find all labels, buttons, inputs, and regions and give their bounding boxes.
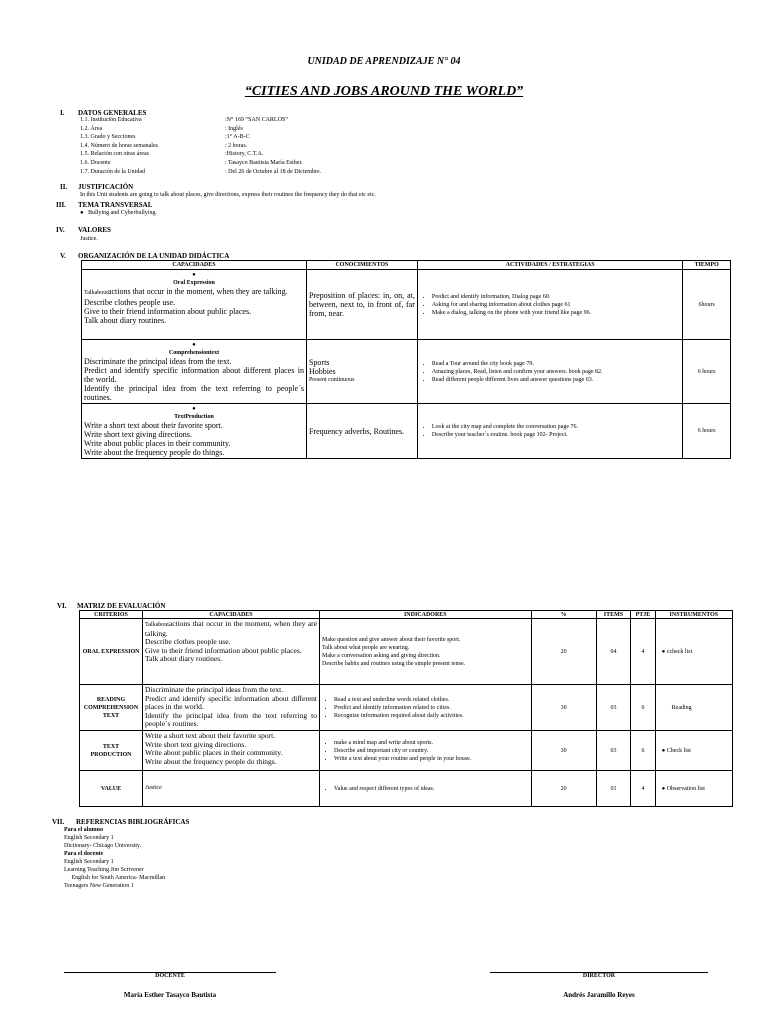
reference-item: English Secondary 1 bbox=[64, 835, 114, 841]
conocimientos-cell bbox=[306, 270, 417, 340]
bullet-icon: ● bbox=[80, 210, 84, 216]
general-row bbox=[80, 143, 480, 151]
capacity-line: Talk about diary routines. bbox=[84, 316, 167, 325]
instrumentos-cell bbox=[655, 731, 732, 771]
ptje-cell: 4 bbox=[631, 771, 655, 807]
header-criterios: CRITERIOS bbox=[80, 611, 143, 619]
transversal-text: Bullying and Cyberbullying. bbox=[88, 210, 157, 216]
justification-text: In this Unit students are going to talk about places, give directions, express their routines the frequency they do that etc etc. bbox=[80, 192, 376, 198]
general-value: : Del 26 de Octubre al 18 de Diciembre. bbox=[225, 168, 322, 175]
instrument-text: Check list bbox=[666, 747, 691, 754]
general-value: : 2 horas. bbox=[225, 142, 248, 149]
tiempo-cell: 6hours bbox=[683, 270, 731, 340]
criterio-cell: READING COMPREHENSION TEXT bbox=[80, 685, 143, 731]
capacity-line: Write about public places in their community. bbox=[145, 748, 283, 757]
general-value: :History, C.T.A. bbox=[225, 151, 264, 158]
section-number: I. bbox=[60, 109, 65, 117]
capacity-heading-text: TextProduction bbox=[174, 414, 214, 420]
general-key: 1.5. Relación con otras áreas bbox=[80, 151, 149, 158]
general-row bbox=[80, 169, 480, 177]
capacity-lead: Talkabout bbox=[145, 622, 169, 628]
ptje-cell: 6 bbox=[631, 731, 655, 771]
capacity-heading bbox=[84, 271, 304, 287]
capacity-lead: Talkabout bbox=[84, 290, 108, 296]
items-cell: 04 bbox=[596, 619, 631, 685]
instrument-text: Observation list bbox=[666, 785, 705, 792]
header-tiempo: TIEMPO bbox=[683, 261, 731, 270]
percent-cell: 30 bbox=[531, 685, 596, 731]
capacity-line bbox=[145, 620, 317, 638]
capacity-line: Write a short text about their favorite sport. bbox=[145, 731, 276, 740]
capacity-heading bbox=[84, 341, 304, 357]
indicadores-cell bbox=[320, 685, 532, 731]
activity-item: • Asking for and sharing information about clothes page 61 bbox=[432, 301, 680, 309]
tiempo-cell: 6 hours bbox=[683, 404, 731, 459]
general-row bbox=[80, 151, 480, 159]
activity-item: • Make a dialog, talking on the phone with your friend like page 96. bbox=[432, 309, 680, 317]
activities-list bbox=[420, 360, 680, 384]
tiempo-cell: 6 hours bbox=[683, 340, 731, 404]
values-text: Justice. bbox=[80, 236, 98, 242]
indicator-line: Talk about what people are wearing. bbox=[322, 644, 410, 651]
capacity-line bbox=[84, 287, 304, 298]
capacity-line: Write short text giving directions. bbox=[84, 430, 192, 439]
section-number: II. bbox=[60, 183, 68, 191]
capacity-line: Discriminate the principal ideas from the text. bbox=[145, 685, 284, 694]
capacidades-cell bbox=[143, 685, 320, 731]
header-items: ITEMS bbox=[596, 611, 631, 619]
activity-item: • Describe your teacher´s routine. book page 102- Project. bbox=[432, 431, 680, 439]
capacity-line: Talk about diary routines. bbox=[145, 654, 223, 663]
ptje-cell: 4 bbox=[631, 619, 655, 685]
instrument-text: ccheck list bbox=[666, 648, 693, 655]
section-number: VI. bbox=[57, 602, 67, 610]
references-docente-list bbox=[64, 858, 165, 890]
knowledge-line: Hobbies bbox=[308, 367, 336, 376]
capacity-line: Write short text giving directions. bbox=[145, 739, 247, 749]
indicadores-cell bbox=[320, 731, 532, 771]
general-key: 1.2. Área bbox=[80, 125, 103, 132]
table-row bbox=[82, 340, 731, 404]
indicators-list bbox=[322, 696, 529, 720]
general-value: :N° 169 “SAN CARLOS” bbox=[225, 117, 288, 123]
indicator-item: • Recognize information required about daily activities. bbox=[334, 712, 529, 720]
bullet-icon: ● bbox=[661, 648, 667, 655]
reference-item: Dictionary- Chicago University. bbox=[64, 843, 142, 849]
capacity-heading-text: Comprehensiontext bbox=[168, 350, 220, 356]
bullet-icon: ● bbox=[661, 747, 667, 754]
actividades-cell bbox=[417, 404, 682, 459]
percent-cell: 20 bbox=[531, 771, 596, 807]
capacity-line: Predict and identify specific information about different places in the world. bbox=[84, 366, 304, 384]
conocimientos-cell bbox=[306, 404, 417, 459]
general-row bbox=[80, 134, 480, 142]
capacity-line: Describe clothes people use. bbox=[145, 637, 231, 646]
signature-name-docente: María Esther Tasayco Bautista bbox=[123, 991, 217, 999]
capacity-line: Discriminate the principal ideas from the text. bbox=[84, 357, 232, 366]
header-capacidades: CAPACIDADES bbox=[82, 261, 307, 270]
section-label: ORGANIZACIÓN DE LA UNIDAD DIDÁCTICA bbox=[78, 252, 230, 260]
capacity-line: Write about the frequency people do things. bbox=[145, 756, 277, 766]
indicadores-cell bbox=[320, 771, 532, 807]
instrumentos-cell bbox=[655, 685, 732, 731]
capacity-line: Identify the principal idea from the text referring to people´s routines. bbox=[84, 384, 304, 402]
unit-title: “CITIES AND JOBS AROUND THE WORLD” bbox=[244, 84, 524, 99]
general-data-list bbox=[80, 117, 480, 179]
capacidades-cell bbox=[143, 619, 320, 685]
header-indicadores: INDICADORES bbox=[320, 611, 532, 619]
capacity-heading bbox=[84, 405, 304, 421]
table-row bbox=[82, 270, 731, 340]
reference-item: Learning Teaching Jim Scrivener bbox=[64, 867, 144, 873]
capacity-line: Predict and identify specific information about different places in the world. bbox=[145, 693, 318, 711]
header-actividades: ACTIVIDADES / ESTRATEGIAS bbox=[417, 261, 682, 270]
reference-item: English Secondary 1 bbox=[64, 859, 114, 865]
items-cell: 03 bbox=[596, 685, 631, 731]
section-label: MATRIZ DE EVALUACIÓN bbox=[77, 602, 166, 610]
general-row bbox=[80, 160, 480, 168]
capacidades-cell bbox=[82, 340, 307, 404]
unit-number-title: UNIDAD DE APRENDIZAJE N° 04 bbox=[307, 56, 461, 67]
table-row bbox=[80, 731, 733, 771]
percent-cell: 30 bbox=[531, 731, 596, 771]
signature-name-director: Andrés Jaramillo Reyes bbox=[563, 991, 635, 999]
capacidades-cell bbox=[143, 731, 320, 771]
capacity-line: Describe clothes people use. bbox=[84, 298, 176, 307]
header-percent: % bbox=[531, 611, 596, 619]
general-key: 1.7. Duración de la Unidad bbox=[80, 168, 145, 175]
capacity-heading-text: Oral Expression bbox=[173, 280, 215, 286]
section-number: III. bbox=[56, 201, 66, 209]
activity-item: • Read different people different lives and answer questions page 63. bbox=[432, 376, 680, 384]
section-label: REFERENCIAS BIBLIOGRÁFICAS bbox=[76, 818, 190, 826]
signature-role-docente: DOCENTE bbox=[155, 973, 185, 979]
section-number: VII. bbox=[52, 818, 65, 826]
section-number: V. bbox=[60, 252, 66, 260]
references-alumno-label: Para el alumno bbox=[64, 827, 103, 833]
bullet-icon: ● bbox=[661, 785, 667, 792]
capacity-line: Write about public places in their community. bbox=[84, 439, 231, 448]
general-value: : Tasayco Bautista María Esther. bbox=[225, 160, 303, 166]
general-row bbox=[80, 126, 480, 134]
indicator-item: • make a mind map and write about sports. bbox=[334, 739, 529, 747]
percent-cell: 20 bbox=[531, 619, 596, 685]
activities-list bbox=[420, 423, 680, 439]
activity-item: • Look at the city map and complete the conversation page 76. bbox=[432, 423, 680, 431]
bullet-icon: ● bbox=[192, 272, 196, 278]
activities-list bbox=[420, 293, 680, 317]
instrumentos-cell bbox=[655, 619, 732, 685]
section-number: IV. bbox=[56, 226, 65, 234]
indicator-line: Make a conversation asking and giving direction. bbox=[322, 652, 441, 659]
activity-item: • Read a Tour around the city book page 79. bbox=[432, 360, 680, 368]
general-key: 1.4. Número de horas semanales bbox=[80, 142, 158, 149]
criterio-cell: TEXT PRODUCTION bbox=[80, 731, 143, 771]
capacity-line-text: actions that occur in the moment, when they are talking. bbox=[145, 619, 318, 638]
references-docente-label: Para el docente bbox=[64, 851, 104, 857]
table-row bbox=[80, 685, 733, 731]
bullet-icon: ● bbox=[192, 342, 196, 348]
knowledge-line: Sports bbox=[308, 358, 330, 367]
knowledge-line: Frequency adverbs, Routines. bbox=[308, 426, 405, 436]
indicator-line: Make question and give answer about their favorite sport. bbox=[322, 636, 461, 643]
header-instrumentos: INSTRUMENTOS bbox=[655, 611, 732, 619]
section-label: JUSTIFICACIÓN bbox=[78, 183, 134, 191]
bullet-icon: ● bbox=[192, 406, 196, 412]
header-ptje: PTJE bbox=[631, 611, 655, 619]
transversal-item bbox=[80, 210, 157, 216]
capacity-line-text: actions that occur in the moment, when they are talking. bbox=[107, 287, 288, 296]
capacity-line: Justice bbox=[145, 785, 162, 792]
header-conocimientos: CONOCIMIENTOS bbox=[306, 261, 417, 270]
table-row bbox=[82, 404, 731, 459]
header-capacidades: CAPACIDADES bbox=[143, 611, 320, 619]
capacity-line: Identify the principal idea from the text referring to people´s routines. bbox=[145, 710, 318, 728]
capacidades-cell bbox=[82, 270, 307, 340]
criterio-cell: ORAL EXPRESSION bbox=[80, 619, 143, 685]
general-row bbox=[80, 117, 480, 125]
reference-item: English for South America- Macmillan bbox=[64, 875, 166, 881]
ptje-cell: 6 bbox=[631, 685, 655, 731]
evaluation-table bbox=[79, 610, 733, 807]
general-value: :1° A-B-C bbox=[225, 134, 250, 141]
knowledge-note: Present continuous bbox=[308, 377, 355, 383]
organization-table bbox=[81, 260, 731, 459]
indicators-list bbox=[322, 739, 529, 763]
references-block bbox=[64, 826, 165, 890]
actividades-cell bbox=[417, 340, 682, 404]
instrument-text: Reading bbox=[671, 704, 692, 711]
knowledge-line: Preposition of places: in, on, at, between, next to, in front of, far from, near. bbox=[308, 291, 415, 318]
indicator-line: Describe habits and routines using the simple present tense. bbox=[322, 660, 466, 667]
capacity-line: Write a short text about their favorite sport. bbox=[84, 421, 223, 430]
indicator-item: • Value and respect different types of ideas. bbox=[334, 785, 529, 793]
references-alumno-list bbox=[64, 834, 165, 850]
table-row bbox=[80, 619, 733, 685]
capacity-line: Give to their friend information about public places. bbox=[84, 307, 252, 316]
signature-role-director: DIRECTOR bbox=[582, 973, 616, 979]
actividades-cell bbox=[417, 270, 682, 340]
conocimientos-cell bbox=[306, 340, 417, 404]
criterio-cell: VALUE bbox=[80, 771, 143, 807]
section-label: TEMA TRANSVERSAL bbox=[78, 201, 153, 209]
capacidades-cell bbox=[82, 404, 307, 459]
general-value: : Inglés bbox=[225, 125, 243, 132]
indicators-list bbox=[322, 785, 529, 793]
capacity-line: Write about the frequency people do things. bbox=[84, 448, 225, 457]
indicator-item: • Read a text and underline words related clothes. bbox=[334, 696, 529, 704]
indicator-item: • Write a text about your routine and people in your house. bbox=[334, 755, 529, 763]
items-cell: 03 bbox=[596, 731, 631, 771]
section-label: VALORES bbox=[78, 226, 111, 234]
activity-item: • Amazing places, Read, listen and confirm your answers. book page 82. bbox=[432, 368, 680, 376]
capacidades-cell bbox=[143, 771, 320, 807]
activity-item: • Predict and identify information, Dialog page 60. bbox=[432, 293, 680, 301]
indicator-item: • Predict and identify information related to cities. bbox=[334, 704, 529, 712]
capacity-line: Give to their friend information about public places. bbox=[145, 645, 302, 655]
table-row bbox=[80, 771, 733, 807]
general-key: 1.6. Docente bbox=[80, 160, 111, 166]
items-cell: 01 bbox=[596, 771, 631, 807]
indicadores-cell bbox=[320, 619, 532, 685]
general-key: 1.3. Grado y Secciones bbox=[80, 134, 136, 141]
instrumentos-cell bbox=[655, 771, 732, 807]
reference-item: Teenagers New Generation 1 bbox=[64, 883, 134, 889]
general-key: 1.1. Institución Educativa bbox=[80, 117, 142, 123]
section-label: DATOS GENERALES bbox=[78, 109, 147, 117]
indicator-item: • Describe and important city or country. bbox=[334, 747, 529, 755]
